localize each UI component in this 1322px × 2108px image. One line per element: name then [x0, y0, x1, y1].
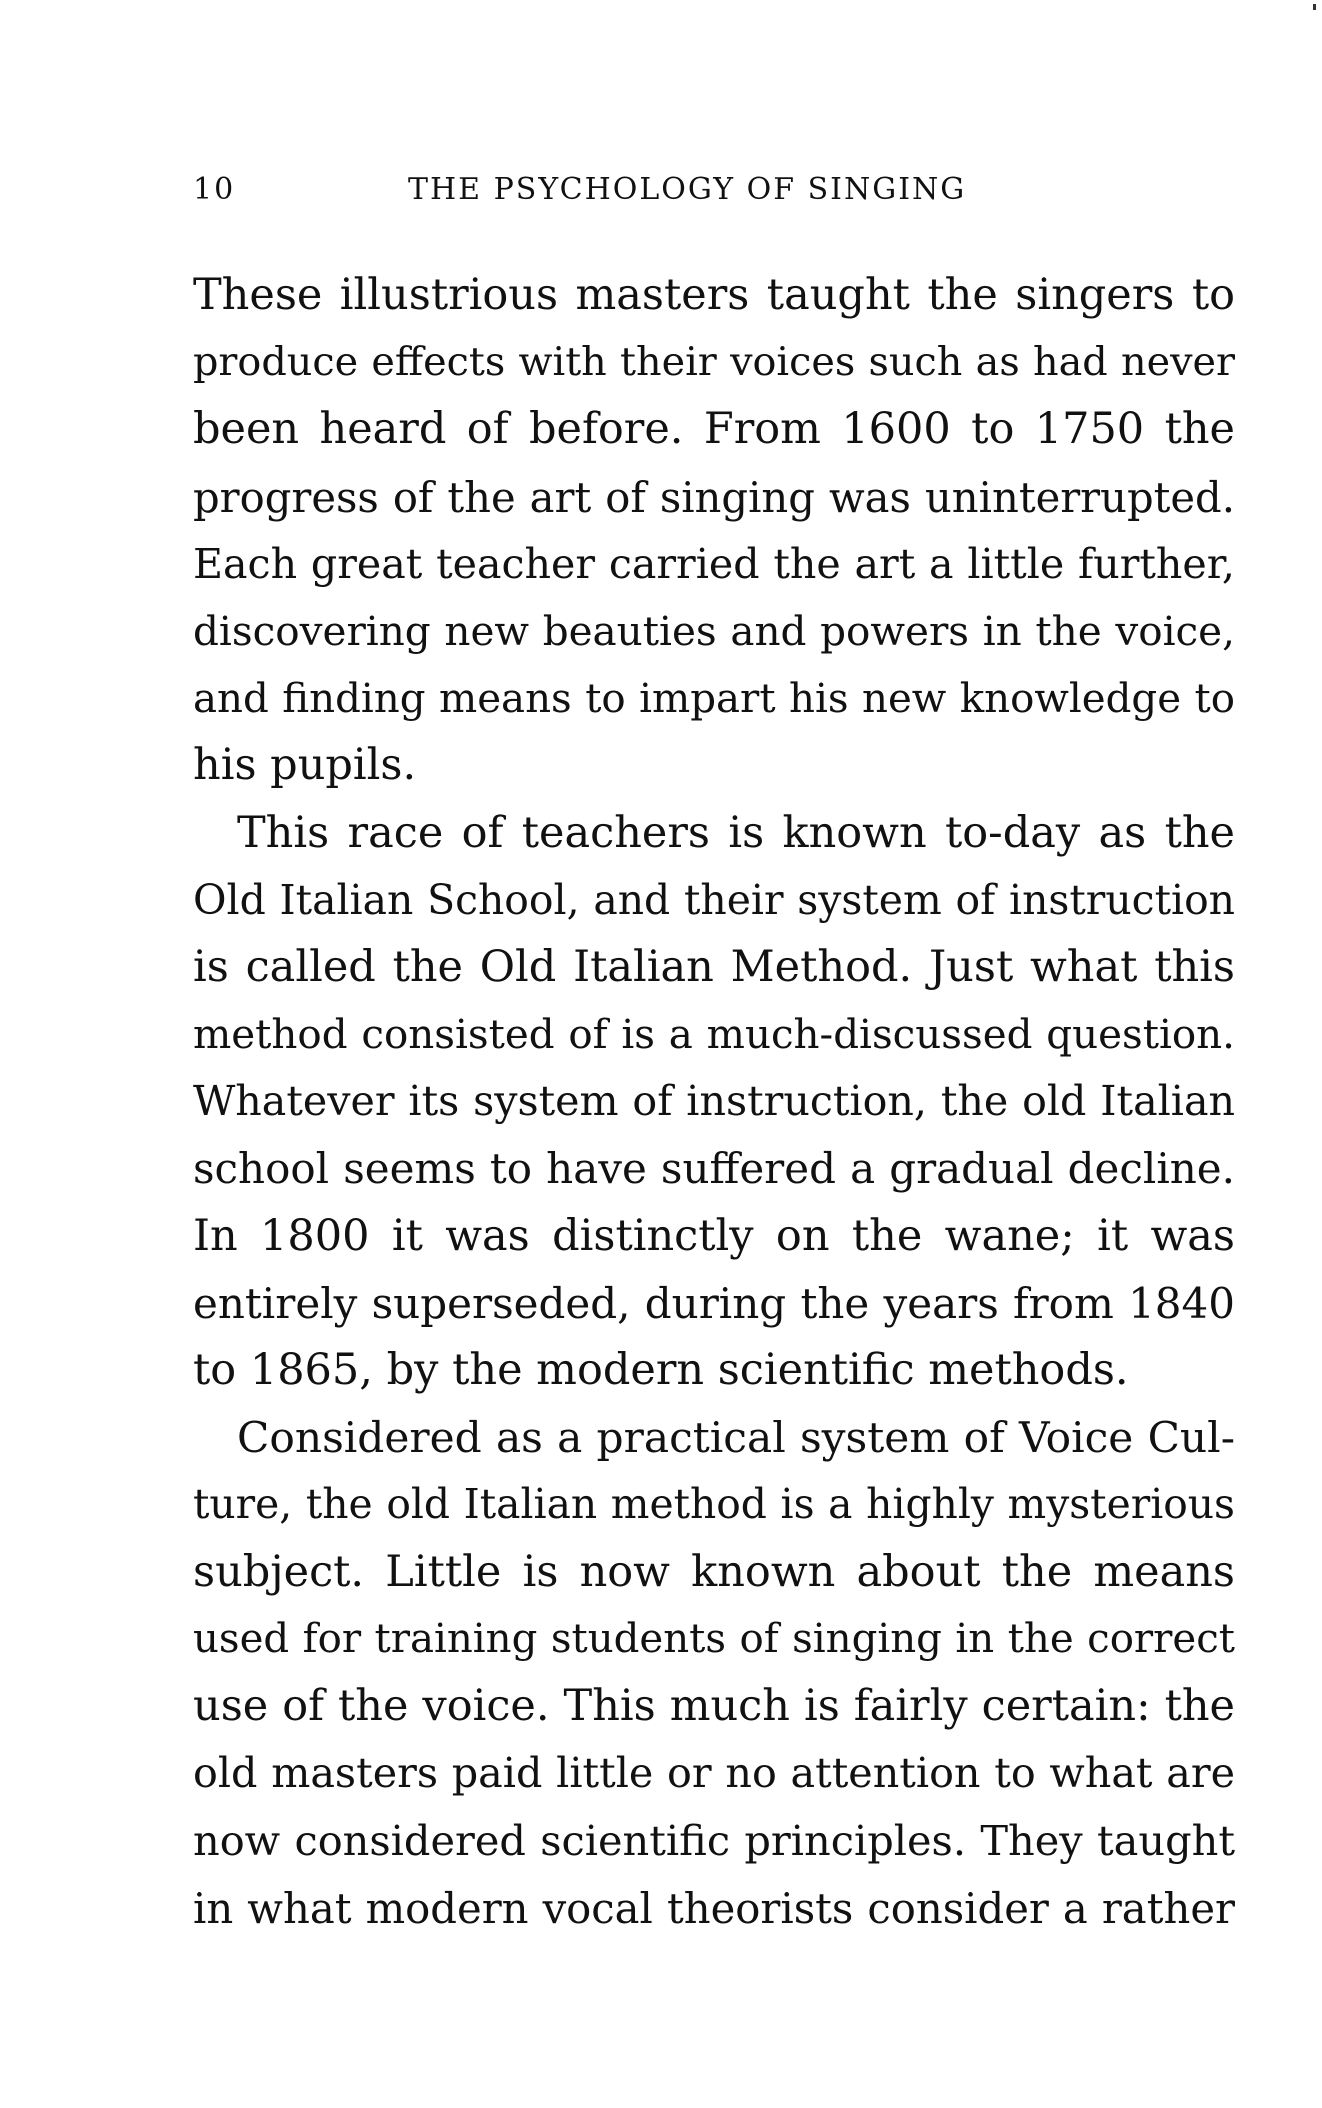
text-line: to 1865, by the modern scientific methods. — [193, 1345, 1129, 1395]
text-line: Whatever its system of instruction, the old Italian — [193, 1077, 1235, 1126]
text-line: and finding means to impart his new knowledge to — [193, 675, 1235, 723]
page-number: 10 — [193, 172, 236, 207]
text-line: In 1800 it was distinctly on the wane; it was — [193, 1210, 1235, 1261]
running-head — [193, 172, 1235, 222]
text-line: used for training students of singing in the correct — [193, 1615, 1235, 1662]
text-line: produce effects with their voices such as had never — [193, 339, 1235, 386]
text-line: his pupils. — [193, 740, 417, 791]
paragraph-3 — [193, 1404, 1235, 1942]
paragraph-2 — [193, 800, 1235, 1405]
text-line: entirely superseded, during the years from 1840 — [193, 1278, 1235, 1328]
text-line: ture, the old Italian method is a highly mysterious — [193, 1480, 1235, 1529]
text-line: use of the voice. This much is fairly certain: the — [193, 1680, 1235, 1731]
scan-speck — [1313, 4, 1316, 10]
text-line: old masters paid little or no attention to what are — [193, 1749, 1235, 1798]
text-line: Considered as a practical system of Voice Cul- — [237, 1413, 1235, 1463]
text-line: school seems to have suffered a gradual decline. — [193, 1144, 1235, 1194]
body-text — [193, 262, 1235, 1942]
paragraph-1 — [193, 262, 1235, 800]
text-line: is called the Old Italian Method. Just what this — [193, 941, 1235, 992]
text-line: These illustrious masters taught the singers to — [193, 270, 1235, 320]
text-line: been heard of before. From 1600 to 1750 the — [193, 404, 1235, 455]
text-line: This race of teachers is known to-day as the — [237, 807, 1235, 858]
running-title: THE PSYCHOLOGY OF SINGING — [408, 172, 967, 207]
text-line: in what modern vocal theorists consider a rather — [193, 1883, 1235, 1933]
text-line: Old Italian School, and their system of instruction — [193, 875, 1235, 924]
text-line: discovering new beauties and powers in the voice, — [193, 606, 1235, 655]
text-line: method consisted of is a much-discussed question. — [193, 1011, 1235, 1059]
text-line: subject. Little is now known about the means — [193, 1546, 1235, 1597]
text-line: progress of the art of singing was uninterrupted. — [193, 472, 1235, 522]
text-line: now considered scientific principles. They taught — [193, 1816, 1235, 1866]
text-line: Each great teacher carried the art a little further, — [193, 539, 1235, 588]
